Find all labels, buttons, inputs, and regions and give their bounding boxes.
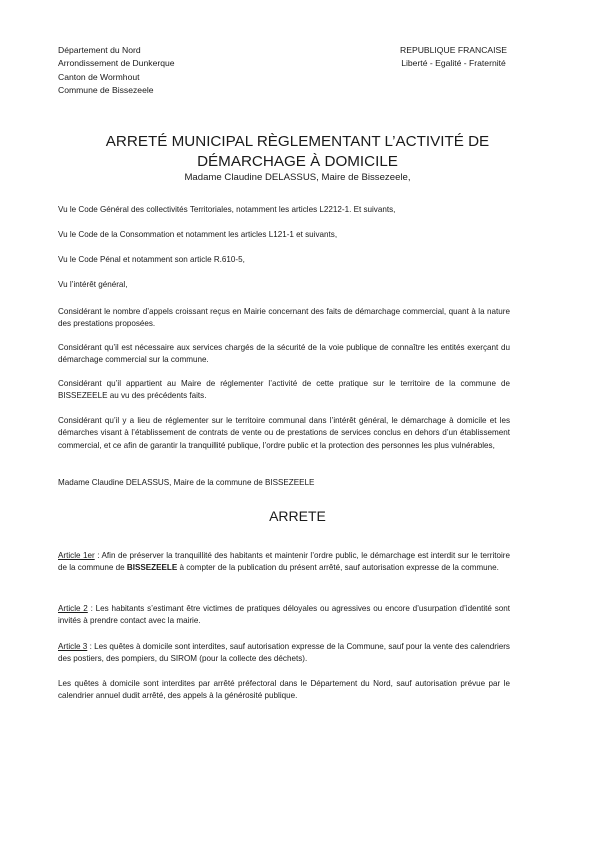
title-line-1: ARRETÉ MUNICIPAL RÈGLEMENTANT L’ACTIVITÉ DE	[105, 133, 490, 150]
considerant-paragraph: Considérant qu’il appartient au Maire de réglementer l’activité de cette pratique sur le territoire de la commune de BISSEZEELE au vu des précédents faits.	[58, 379, 510, 401]
considerant-paragraph: Considérant le nombre d’appels croissant reçus en Mairie concernant des faits de démarchage commercial, quant à la nature des prestations proposées.	[58, 307, 510, 329]
header-arrondissement: Arrondissement de Dunkerque	[58, 58, 175, 69]
document-title	[0, 132, 595, 172]
header-department: Département du Nord	[58, 45, 141, 55]
article-2-paragraph	[58, 603, 510, 628]
article-1-text-a: : Afin de préserver la tranquillité des habitants et maintenir l’ordre public, le démarchage est interdit sur le territoire de la commune de	[58, 551, 510, 573]
header-administrative-block	[58, 44, 175, 97]
header-canton: Canton de Wormhout	[58, 71, 140, 82]
article-1-paragraph	[58, 550, 510, 575]
document-subtitle: Madame Claudine DELASSUS, Maire de Bissezeele,	[184, 172, 411, 183]
article-2-label: Article 2	[58, 604, 88, 613]
article-3-text: : Les quêtes à domicile sont interdites, sauf autorisation expresse de la Commune, sauf pour la vente des calendriers des postiers, des pompiers, du SIROM (pour la collecte des déchets).	[58, 642, 510, 664]
visa-paragraph: Vu le Code de la Consommation et notamment les articles L121-1 et suivants,	[58, 230, 338, 239]
signatory-line: Madame Claudine DELASSUS, Maire de la commune de BISSEZEELE	[58, 478, 315, 487]
visa-paragraph: Vu le Code Général des collectivités Territoriales, notamment les articles L2212-1. Et suivants,	[58, 205, 396, 214]
visa-paragraph: Vu l’intérêt général,	[58, 280, 128, 289]
considerant-paragraph: Considérant qu’il est nécessaire aux services chargés de la sécurité de la voie publique de connaître les entités exerçant du démarchage commercial sur la commune.	[58, 343, 510, 365]
article-3-label: Article 3	[58, 642, 88, 651]
article-3-paragraph	[58, 641, 510, 666]
header-motto: Liberté - Egalité - Fraternité	[401, 58, 506, 69]
article-1-text-b: à compter de la publication du présent arrêté, sauf autorisation expresse de la commune.	[177, 563, 499, 573]
header-commune: Commune de Bissezeele	[58, 84, 154, 95]
final-paragraph: Les quêtes à domicile sont interdites par arrêté préfectoral dans le Département du Nord, sauf autorisation prévue par le calendrier annuel dudit arrêté, des appels à la générosité publique.	[58, 679, 510, 701]
article-1-label: Article 1er	[58, 551, 95, 560]
article-1-commune: BISSEZEELE	[126, 563, 178, 573]
visa-paragraph: Vu le Code Pénal et notamment son article R.610-5,	[58, 255, 245, 264]
title-line-2: DÉMARCHAGE À DOMICILE	[197, 153, 398, 170]
header-republic-block	[400, 44, 507, 71]
arrete-heading: ARRETE	[269, 508, 326, 524]
considerant-paragraph: Considérant qu’il y a lieu de réglementer sur le territoire communal dans l’intérêt général, le démarchage à domicile et les démarches visant à l’établissement de contrats de vente ou de prestations de services conclus en dehors d’un établissement commercial, et ce afin de garantir la tranquillité publique, l’ordre public et la protection des personnes les plus vulnérables,	[58, 416, 510, 450]
header-republic: REPUBLIQUE FRANCAISE	[400, 45, 507, 55]
article-2-text: : Les habitants s’estimant être victimes de pratiques déloyales ou agressives ou encore d’usurpation d’identité sont invités à prendre contact avec la mairie.	[58, 604, 510, 626]
